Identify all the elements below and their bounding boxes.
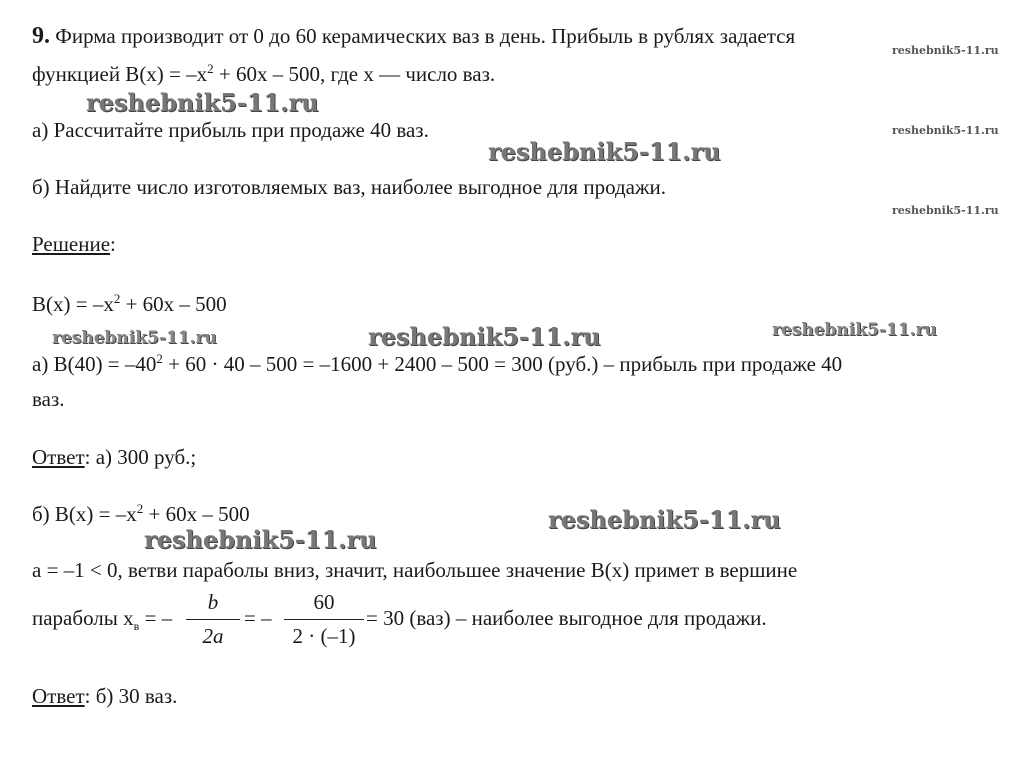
text: + 60x – 500, где x — число ваз. [213,62,496,86]
answer-label: Ответ [32,684,85,708]
watermark: reshebnik5-11.ru [548,505,781,534]
subscript: в [133,619,140,634]
answer-b [32,684,177,708]
fraction-b-over-2a [186,590,240,649]
numerator: 60 [284,590,364,620]
problem-line-1 [32,24,795,48]
watermark: reshebnik5-11.ru [368,322,601,351]
text: B(x) = –x [32,292,114,316]
equals: = – [244,606,272,630]
text: функцией B(x) = –x [32,62,208,86]
watermark: reshebnik5-11.ru [892,204,999,217]
text: : а) 300 руб.; [84,445,197,469]
problem-text: Фирма производит от 0 до 60 керамических ваз в день. Прибыль в рублях задается [55,24,796,48]
watermark: reshebnik5-11.ru [488,137,721,166]
watermark: reshebnik5-11.ru [892,124,999,137]
text: + 60x – 500 [143,502,250,526]
text: б) B(x) = –x [32,502,137,526]
watermark: reshebnik5-11.ru [144,525,377,554]
solution-b-line3-end: = 30 (ваз) – наиболее выгодное для продажи. [366,606,767,630]
denominator: 2a [202,624,224,648]
problem-number: 9. [32,23,50,49]
text: а) B(40) = –40 [32,352,157,376]
solution-heading [32,232,116,256]
watermark: reshebnik5-11.ru [772,320,937,340]
solution-function [32,292,227,316]
solution-b [32,502,250,526]
solution-b-line2: a = –1 < 0, ветви параболы вниз, значит, наибольшее значение B(x) примет в вершине [32,558,798,582]
problem-line-2 [32,62,495,86]
exponent: 2 [207,61,214,76]
problem-part-a: а) Рассчитайте прибыль при продаже 40 ваз. [32,118,429,142]
answer-label: Ответ [32,445,85,469]
fraction-60-over [284,590,364,649]
text: параболы x [32,606,134,630]
text: + 60x – 500 [120,292,227,316]
problem-part-b: б) Найдите число изготовляемых ваз, наиболее выгодное для продажи. [32,175,666,199]
text: : б) 30 ваз. [84,684,178,708]
solution-b-line3-start [32,606,173,634]
answer-a [32,445,196,469]
colon: : [110,232,116,256]
exponent: 2 [113,291,121,306]
text: + 60 · 40 – 500 = –1600 + 2400 – 500 = 300 (руб.) – прибыль при продаже 40 [162,352,843,376]
watermark: reshebnik5-11.ru [52,328,217,348]
heading: Решение [32,232,111,256]
denominator: 2 · (–1) [292,624,356,648]
solution-a-cont: ваз. [32,387,65,411]
text: = – [139,606,173,630]
watermark: reshebnik5-11.ru [892,44,999,57]
exponent: 2 [136,501,144,516]
solution-a [32,352,842,376]
numerator: b [186,590,240,620]
watermark: reshebnik5-11.ru [86,88,319,117]
exponent: 2 [156,351,163,366]
